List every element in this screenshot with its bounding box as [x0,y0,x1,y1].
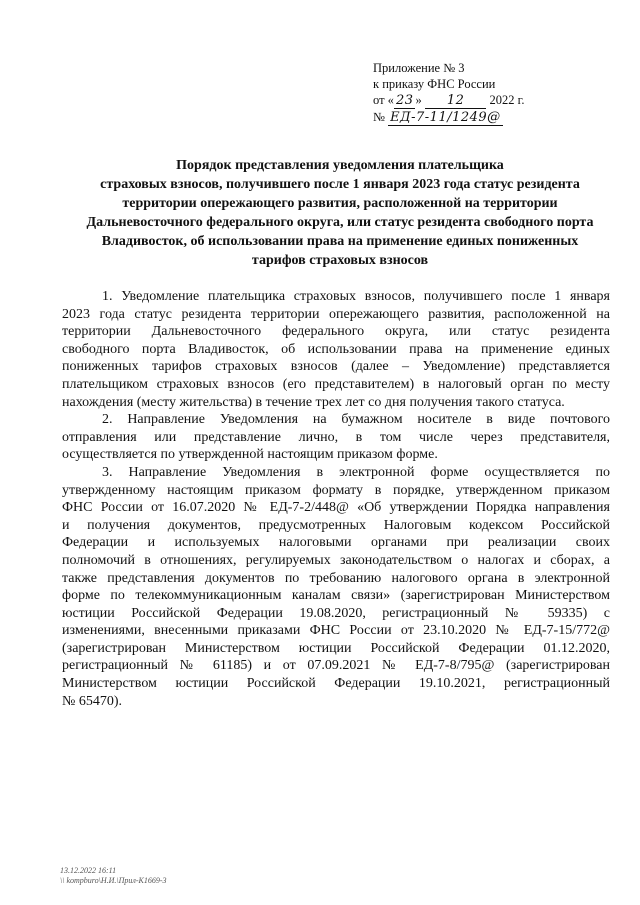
paragraph-line: утвержденному настоящим приказом формату в порядке, утвержденном приказом [62,482,610,498]
paragraph-line: отправления или представление лично, в том числе через представителя, [62,429,610,445]
paragraph-2 [62,411,610,464]
paragraph-line: полномочий в отношениях, регулируемых законодательством о налогах и сборах, а [62,552,610,568]
paragraph-1 [62,288,610,411]
paragraph-line: и получения документов, предусмотренных Налоговым кодексом Российской [62,517,610,533]
paragraph-line: регистрационный № 61185) и от 07.09.2021 № ЕД-7-8/795@ (зарегистрирован [62,658,610,674]
date-mid: » [415,93,422,107]
paragraph-line: Федерации и используемых налоговыми органами при реализации своих [62,535,610,551]
number-prefix: № [373,110,385,124]
date-month: 12 [425,93,487,109]
paragraph-line: также представления документов по требованию налогового органа в электронной [62,570,610,586]
paragraph-line: плательщиком страховых взносов (его представителем) в налоговый орган по месту [62,376,610,392]
paragraph-line: юстиции Российской Федерации 19.08.2020, регистрационный № 59335) с [62,605,610,621]
date-prefix: от « [373,93,394,107]
title-line: страховых взносов, получившего после 1 января 2023 года статус резидента [100,177,580,192]
date-day: 23 [395,93,414,108]
paragraph-line: № 65470). [62,693,123,709]
paragraph-line: форме по телекоммуникационным каналам связи» (зарегистрирован Министерством [62,588,610,604]
appendix-number: Приложение № 3 [373,61,465,75]
file-stamp [60,866,167,886]
paragraph-line: (зарегистрирован Министерством юстиции Российской Федерации 01.12.2020, [62,640,610,656]
title-line: тарифов страховых взносов [251,253,429,268]
title-line: Порядок представления уведомления плательщика [176,158,504,173]
paragraph-line: территории Дальневосточного федерального округа, или статус резидента [62,324,610,340]
paragraph-3 [62,464,610,710]
paragraph-line: нахождения (месту жительства) в течение трех лет со дня получения такого статуса. [62,394,565,410]
paragraph-line: изменениями, внесенными приказами ФНС России от 23.10.2020 № ЕД-7-15/772@ [62,623,610,639]
paragraph-line: 3. Направление Уведомления в электронной форме осуществляется по [102,464,610,480]
title-line: Дальневосточного федерального округа, или статус резидента свободного порта [86,215,594,230]
paragraph-line: осуществляется по утвержденной настоящим приказом форме. [62,447,438,463]
appendix-order-number [373,109,573,126]
paragraph-line: 2. Направление Уведомления на бумажном носителе в виде почтового [102,412,610,428]
document-title [60,156,620,270]
order-number-handwritten: ЕД-7-11/1249@ [390,110,501,125]
paragraph-line: 2023 года статус резидента территории опережающего развития, расположенной на [62,306,610,322]
paragraph-line: Министерством юстиции Российской Федерации 19.10.2021, регистрационный [62,676,610,692]
file-stamp-path: \\ kompburo\Н.И.\Прил-К1669-3 [60,876,167,885]
paragraph-line: пониженных тарифов страховых взносов (далее – Уведомление) представляется [62,359,610,375]
paragraph-line: 1. Уведомление плательщика страховых взносов, получившего после 1 января [102,289,610,304]
file-stamp-date: 13.12.2022 16:11 [60,866,117,875]
title-line: территории опережающего развития, расположенной на территории [122,196,558,211]
appendix-date [373,92,573,109]
paragraph-line: ФНС России от 16.07.2020 № ЕД-7-2/448@ «Об утверждении Порядка направления [62,500,610,516]
paragraph-line: свободного порта Владивосток, об использовании права на применение единых [62,341,610,357]
document-body [62,288,610,710]
appendix-order-ref: к приказу ФНС России [373,77,496,91]
appendix-header [373,60,573,126]
date-year: 2022 г. [489,93,525,107]
title-line: Владивосток, об использовании права на применение единых пониженных [101,234,579,249]
